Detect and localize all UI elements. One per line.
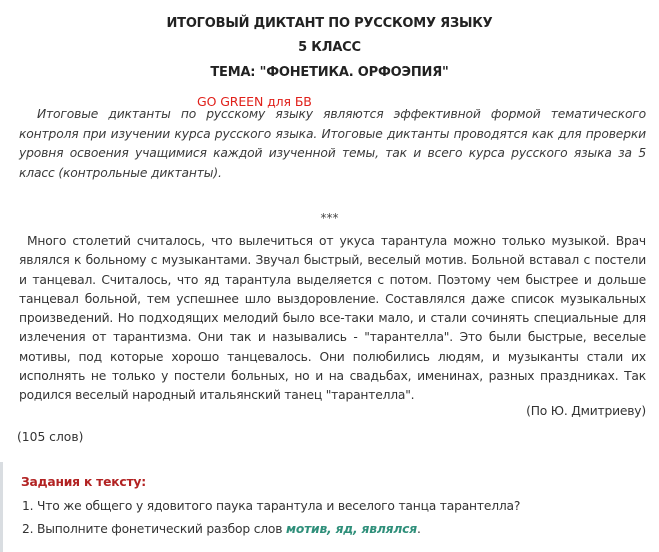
intro-paragraph: Итоговые диктанты по русскому языку являются эффективной формой тематического контроля при изучении курса русского языка. Итоговые диктанты проводятся как для проверки уровня освоения учащимися каждой изученной темы, так и всего курса русского языка за 5 класс (контрольные диктанты). xyxy=(19,107,646,180)
author-attribution: (По Ю. Дмитриеву) xyxy=(526,404,646,418)
task-item-2-suffix: . xyxy=(416,522,421,536)
task-item-2 xyxy=(22,522,421,536)
task-item-2-text: 2. Выполните фонетический разбор слов xyxy=(22,522,286,536)
tasks-title: Задания к тексту: xyxy=(21,475,146,489)
topic-heading: ТЕМА: "ФОНЕТИКА. ОРФОЭПИЯ" xyxy=(210,65,449,80)
left-border-decoration xyxy=(0,462,3,552)
dictation-text: Много столетий считалось, что вылечиться от укуса тарантула можно только музыкой. Врач являлся к больному с музыкантами. Звучал быстрый, веселый мотив. Больной вставал с постели и танцевал. Считалось, что яд тарантула выделяется с потом. Поэтому чем быстрее и дольше танцевал больной, тем успешнее шло выздоровление. Составлялся даже список музыкальных произведений. Но подходящих мелодий было все-таки мало, и стали сочинять специальные для излечения от тарантизма. Они так и назывались - "тарантелла". Это были быстрые, веселые мотивы, под которые хорошо танцевалось. Они полюбились людям, и музыканты стали их исполнять не только у постели больных, но и на свадьбах, именинах, разных праздниках. Так родился веселый народный итальянский танец "тарантелла". xyxy=(19,234,646,403)
section-separator: *** xyxy=(320,211,339,225)
highlighted-words: мотив, яд, являлся xyxy=(286,522,417,536)
go-green-tag: GO GREEN для БВ xyxy=(197,94,312,109)
word-count: (105 слов) xyxy=(17,430,84,444)
task-item-1: 1. Что же общего у ядовитого паука тарантула и веселого танца тарантелла? xyxy=(22,499,521,513)
document-title: ИТОГОВЫЙ ДИКТАНТ ПО РУССКОМУ ЯЗЫКУ xyxy=(166,16,493,31)
grade-heading: 5 КЛАСС xyxy=(298,40,361,55)
